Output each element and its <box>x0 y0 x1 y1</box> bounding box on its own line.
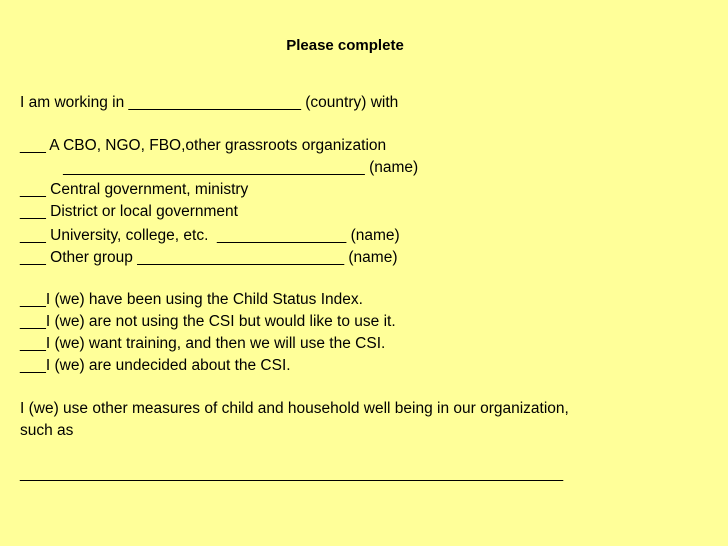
csi-option-training[interactable]: ___I (we) want training, and then we will use the CSI. <box>20 335 386 352</box>
org-type-central-government[interactable]: ___ Central government, ministry <box>20 181 249 198</box>
org-type-university[interactable]: ___ University, college, etc. _______________ (name) <box>20 227 400 244</box>
other-measures-text-cont: such as <box>20 422 74 439</box>
other-measures-answer-line[interactable]: _______________________________________________________________ <box>20 465 564 482</box>
page-title: Please complete <box>286 37 404 54</box>
country-line[interactable]: I am working in ____________________ (country) with <box>20 94 399 111</box>
org-type-grassroots[interactable]: ___ A CBO, NGO, FBO,other grassroots organization <box>20 137 387 154</box>
csi-option-undecided[interactable]: ___I (we) are undecided about the CSI. <box>20 357 291 374</box>
csi-option-would-like[interactable]: ___I (we) are not using the CSI but would like to use it. <box>20 313 396 330</box>
org-type-district-government[interactable]: ___ District or local government <box>20 203 238 220</box>
other-measures-text: I (we) use other measures of child and household well being in our organization, <box>20 400 569 417</box>
org-name-line[interactable]: ___________________________________ (name) <box>20 159 419 176</box>
csi-option-using[interactable]: ___I (we) have been using the Child Status Index. <box>20 291 363 308</box>
org-type-other-group[interactable]: ___ Other group ________________________ (name) <box>20 249 398 266</box>
